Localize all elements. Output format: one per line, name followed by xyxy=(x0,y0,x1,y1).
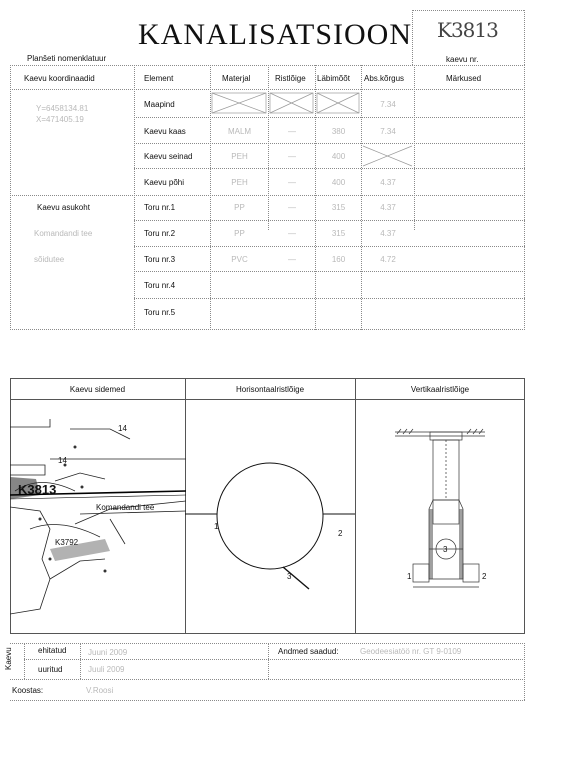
footer-built-label: ehitatud xyxy=(38,646,67,655)
row-diameter: 400 xyxy=(331,152,346,161)
row-element: Toru nr.5 xyxy=(144,308,176,317)
footer-data-label: Andmed saadud: xyxy=(278,647,339,656)
row-diameter: 315 xyxy=(331,229,346,238)
row-abs: 4.72 xyxy=(380,255,396,264)
col-header-abs: Abs.kõrgus xyxy=(364,74,405,83)
row-cross: — xyxy=(288,178,296,187)
col-header-notes: Märkused xyxy=(446,74,482,83)
location-line-1: Komandandi tee xyxy=(34,229,93,238)
panel-title-connections: Kaevu sidemed xyxy=(69,385,126,394)
row-diameter: 315 xyxy=(331,203,346,212)
row-element: Maapind xyxy=(144,100,175,109)
row-element: Kaevu seinad xyxy=(144,152,193,161)
coords-x: Y=6458134.81 xyxy=(36,104,89,113)
footer-data-value: Geodeesiatöö nr. GT 9-0109 xyxy=(360,647,462,656)
row-abs: 4.37 xyxy=(380,229,396,238)
row-cross: — xyxy=(288,203,296,212)
row-element: Toru nr.2 xyxy=(144,229,176,238)
row-abs: 7.34 xyxy=(380,127,396,136)
row-material: PP xyxy=(234,229,245,238)
row-element: Kaevu põhi xyxy=(144,178,185,187)
map-number-left: 14 xyxy=(58,456,67,465)
horizontal-section-drawing xyxy=(185,399,355,633)
row-cross: — xyxy=(288,127,296,136)
col-header-cross: Ristlõige xyxy=(275,74,306,83)
map-street-label: Komandandi tee xyxy=(96,503,155,512)
na-cross-marks xyxy=(0,0,584,200)
sheet-label: Planšeti nomenklatuur xyxy=(27,54,107,63)
footer-surveyed-value: Juuli 2009 xyxy=(88,665,125,674)
vsection-pipe-right: 2 xyxy=(482,572,487,581)
row-cross: — xyxy=(288,255,296,264)
row-material: PP xyxy=(234,203,245,212)
footer-author-label: Koostas: xyxy=(12,686,44,695)
row-material: MALM xyxy=(227,127,252,136)
hsection-pipe-3: 3 xyxy=(287,572,292,581)
hsection-pipe-1: 1 xyxy=(214,522,219,531)
row-abs: 4.37 xyxy=(380,178,396,187)
coords-label: Kaevu koordinaadid xyxy=(24,74,95,83)
vsection-pipe-mid: 3 xyxy=(443,545,448,554)
footer-author-value: V.Roosi xyxy=(86,686,114,695)
panel-title-vertical: Vertikaalristlõige xyxy=(410,385,470,394)
hsection-pipe-2: 2 xyxy=(338,529,343,538)
map-well-label: K3813 xyxy=(18,482,57,497)
map-small-label: K3792 xyxy=(55,538,79,547)
row-material: PVC xyxy=(231,255,248,264)
row-element: Toru nr.1 xyxy=(144,203,176,212)
well-number-label: kaevu nr. xyxy=(446,55,479,64)
row-element: Toru nr.3 xyxy=(144,255,176,264)
vertical-section-drawing xyxy=(355,399,525,633)
page-title: KANALISATSIOON xyxy=(138,18,412,51)
location-line-2: sõidutee xyxy=(34,255,65,264)
map-number-top: 14 xyxy=(118,424,127,433)
well-number-value: K3813 xyxy=(437,18,498,42)
row-element: Toru nr.4 xyxy=(144,281,176,290)
row-element: Kaevu kaas xyxy=(144,127,186,136)
connections-map xyxy=(10,399,186,633)
row-diameter: 160 xyxy=(331,255,346,264)
col-header-material: Materjal xyxy=(222,74,251,83)
panel-title-horizontal: Horisontaalristlõige xyxy=(235,385,305,394)
coords-y: X=471405.19 xyxy=(36,115,84,124)
row-material: PEH xyxy=(231,152,248,161)
vsection-pipe-left: 1 xyxy=(407,572,412,581)
footer-surveyed-label: uuritud xyxy=(38,665,63,674)
row-material: PEH xyxy=(231,178,248,187)
footer-side-label: Kaevu xyxy=(4,647,13,670)
row-abs: 4.37 xyxy=(380,203,396,212)
location-label: Kaevu asukoht xyxy=(37,203,90,212)
row-cross: — xyxy=(288,229,296,238)
row-diameter: 400 xyxy=(331,178,346,187)
row-diameter: 380 xyxy=(331,127,346,136)
row-cross: — xyxy=(288,152,296,161)
row-abs: 7.34 xyxy=(380,100,396,109)
col-header-diameter: Läbimõõt xyxy=(317,74,350,83)
col-header-element: Element xyxy=(144,74,174,83)
footer-built-value: Juuni 2009 xyxy=(88,648,128,657)
